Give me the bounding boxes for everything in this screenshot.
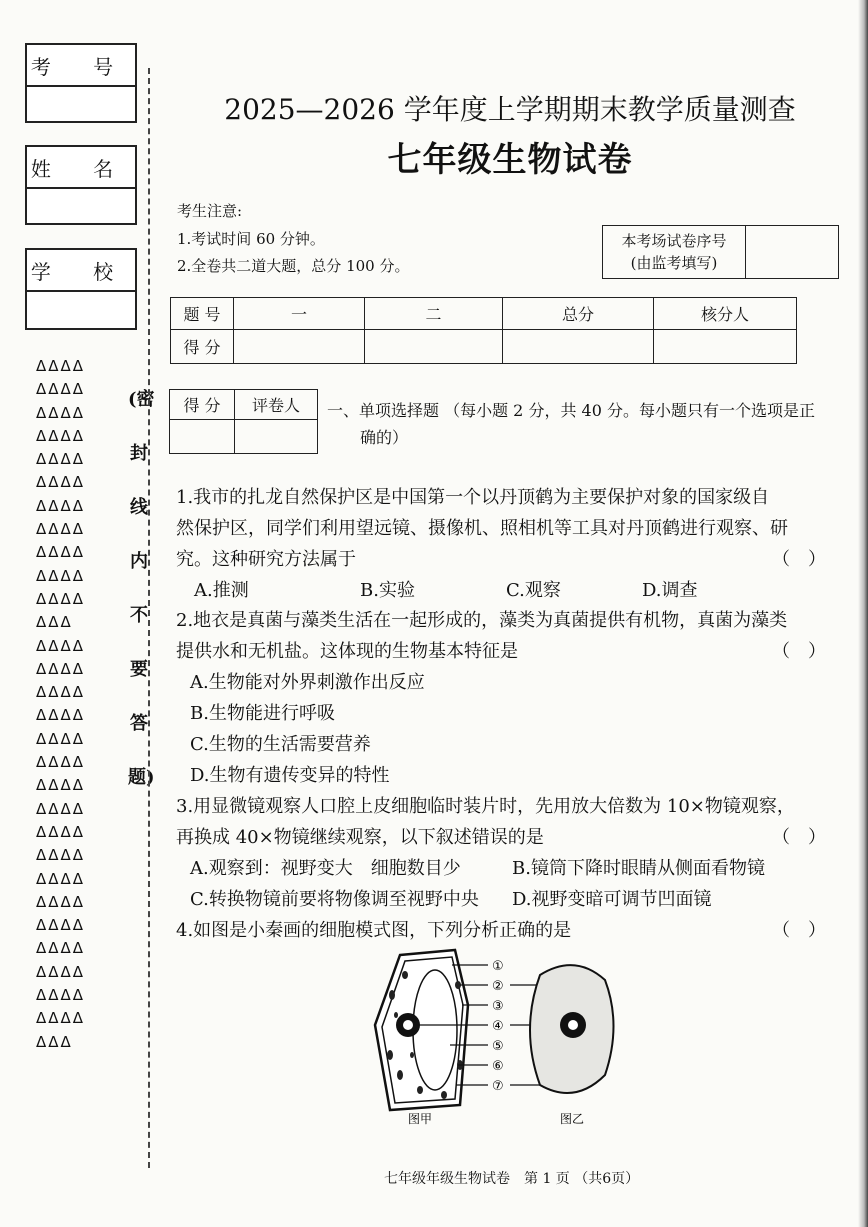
triangle-row: ΔΔΔΔ xyxy=(36,357,86,375)
q3-options-row2 xyxy=(176,884,826,915)
section1-score-field[interactable] xyxy=(170,420,235,454)
label-3: ③ xyxy=(492,999,504,1014)
question-4 xyxy=(176,915,826,946)
notice-item-1: 1.考试时间 60 分钟。 xyxy=(177,230,325,248)
section1-grader-label: 评卷人 xyxy=(235,390,318,420)
score-header-1: 一 xyxy=(234,298,365,330)
seat-number-label xyxy=(603,226,746,279)
triangle-row: ΔΔΔΔ xyxy=(36,776,86,795)
q1-answer-paren[interactable]: （ ） xyxy=(772,549,826,570)
section1-grader-box xyxy=(169,389,318,454)
q3-option-b: B.镜筒下降时眼睛从侧面看物镜 xyxy=(512,858,765,879)
triangle-row: ΔΔΔΔ xyxy=(36,473,86,492)
label-5: ⑤ xyxy=(492,1039,504,1054)
q3-answer-paren[interactable]: （ ） xyxy=(772,827,826,848)
triangle-row: ΔΔΔΔ xyxy=(36,892,86,911)
label-4: ④ xyxy=(492,1019,504,1034)
section1-score-label: 得 分 xyxy=(170,390,235,420)
q2-option-c: C.生物的生活需要营养 xyxy=(190,734,371,755)
seal-dashed-line xyxy=(148,68,150,1168)
score-header-total: 总分 xyxy=(503,298,654,330)
page-footer: 七年级年级生物试卷 第 1 页 （共6页） xyxy=(384,1171,640,1187)
triangle-row: ΔΔΔΔ xyxy=(36,986,86,1005)
triangle-row: ΔΔΔ xyxy=(36,1032,73,1051)
triangle-row: ΔΔΔ xyxy=(36,613,73,632)
plant-cell-figure xyxy=(375,950,468,1110)
triangle-row: ΔΔΔΔ xyxy=(36,962,86,981)
score-cell-total[interactable] xyxy=(503,330,654,364)
triangle-row: ΔΔΔΔ xyxy=(36,380,86,399)
triangle-row: ΔΔΔΔ xyxy=(36,496,86,515)
triangle-row: ΔΔΔΔ xyxy=(36,426,86,445)
q2-line2: 提供水和无机盐。这体现的生物基本特征是 xyxy=(176,641,518,662)
seat-label-line2: (由监考填写) xyxy=(630,254,718,272)
seat-number-field[interactable] xyxy=(746,226,839,279)
triangle-row: ΔΔΔΔ xyxy=(36,916,86,935)
triangle-row: ΔΔΔΔ xyxy=(36,520,86,539)
section1-grader-field[interactable] xyxy=(235,420,318,454)
section1-title-cont: 确的） xyxy=(360,428,409,447)
label-2: ② xyxy=(492,979,504,994)
score-table xyxy=(170,297,797,364)
q1-line3-row xyxy=(176,544,826,575)
seal-char: 答 xyxy=(130,713,148,734)
q1-option-a: A.推测 xyxy=(194,580,249,601)
caption-figure-a: 图甲 xyxy=(408,1112,433,1126)
score-cell-1[interactable] xyxy=(234,330,365,364)
q1-line2: 然保护区，同学们利用望远镜、摄像机、照相机等工具对丹顶鹤进行观察、研 xyxy=(176,518,788,539)
triangle-row: ΔΔΔΔ xyxy=(36,543,86,562)
exam-subject-title: 七年级生物试卷 xyxy=(387,140,633,180)
seal-char: 题) xyxy=(128,767,155,788)
q3-option-c: C.转换物镜前要将物像调至视野中央 xyxy=(190,889,479,910)
seal-char: 封 xyxy=(130,443,148,464)
score-cell-2[interactable] xyxy=(365,330,503,364)
triangle-row: ΔΔΔΔ xyxy=(36,939,86,958)
q3-options-row1 xyxy=(176,853,826,884)
seal-char: 要 xyxy=(130,659,148,680)
notice-title: 考生注意: xyxy=(177,202,243,220)
q2-option-b: B.生物能进行呼吸 xyxy=(190,703,335,724)
q3-line2: 再换成 40×物镜继续观察，以下叙述错误的是 xyxy=(176,827,544,848)
score-header-checker: 核分人 xyxy=(654,298,797,330)
triangle-row: ΔΔΔΔ xyxy=(36,636,86,655)
section1-title: 一、单项选择题 （每小题 2 分，共 40 分。每小题只有一个选项是正 xyxy=(327,401,815,420)
caption-figure-b: 图乙 xyxy=(560,1112,585,1126)
seal-char: (密 xyxy=(128,389,155,410)
part-labels xyxy=(492,959,504,1094)
q4-line1-row xyxy=(176,915,826,946)
seal-char: 内 xyxy=(130,551,148,572)
triangle-row: ΔΔΔΔ xyxy=(36,822,86,841)
q3-line1: 3.用显微镜观察人口腔上皮细胞临时装片时，先用放大倍数为 10×物镜观察， xyxy=(176,796,795,817)
seal-char: 不 xyxy=(130,605,148,626)
name-label: 姓 名 xyxy=(27,147,135,189)
q2-option-d: D.生物有遗传变异的特性 xyxy=(190,765,390,786)
label-7: ⑦ xyxy=(492,1079,504,1094)
q1-options xyxy=(176,575,826,606)
question-2 xyxy=(176,605,826,791)
seat-label-line1: 本考场试卷序号 xyxy=(621,232,727,250)
exam-number-label: 考 号 xyxy=(27,45,135,87)
question-1 xyxy=(176,482,826,606)
seal-line-text xyxy=(128,385,155,789)
question-3 xyxy=(176,791,826,915)
scan-edge xyxy=(858,0,868,1227)
triangle-row: ΔΔΔΔ xyxy=(36,799,86,818)
cell-diagram xyxy=(360,945,620,1130)
q1-line3: 究。这种研究方法属于 xyxy=(176,549,356,570)
school-label: 学 校 xyxy=(27,250,135,292)
triangle-row: ΔΔΔΔ xyxy=(36,659,86,678)
triangle-row: ΔΔΔΔ xyxy=(36,846,86,865)
score-row-label: 得 分 xyxy=(171,330,234,364)
q1-option-d: D.调查 xyxy=(642,580,698,601)
school-box xyxy=(25,248,137,330)
q3-line2-row xyxy=(176,822,826,853)
label-1: ① xyxy=(492,959,504,974)
triangle-row: ΔΔΔΔ xyxy=(36,589,86,608)
q3-option-a: A.观察到：视野变大 细胞数目少 xyxy=(190,858,461,879)
exam-title: 2025—2026 学年度上学期期末教学质量测查 xyxy=(224,93,796,126)
name-box xyxy=(25,145,137,225)
q2-option-a: A.生物能对外界刺激作出反应 xyxy=(190,672,425,693)
q1-line1: 1.我市的扎龙自然保护区是中国第一个以丹顶鹤为主要保护对象的国家级自 xyxy=(176,487,770,508)
animal-cell-figure xyxy=(530,965,614,1093)
triangle-row: ΔΔΔΔ xyxy=(36,683,86,702)
score-header-tihao: 题 号 xyxy=(171,298,234,330)
q2-line2-row xyxy=(176,636,826,667)
exam-number-box xyxy=(25,43,137,123)
q3-option-d: D.视野变暗可调节凹面镜 xyxy=(512,889,712,910)
triangle-row: ΔΔΔΔ xyxy=(36,729,86,748)
triangle-pattern xyxy=(36,355,116,1054)
q4-answer-paren[interactable]: （ ） xyxy=(772,920,826,941)
score-header-2: 二 xyxy=(365,298,503,330)
triangle-row: ΔΔΔΔ xyxy=(36,869,86,888)
q1-option-c: C.观察 xyxy=(506,580,561,601)
label-6: ⑥ xyxy=(492,1059,504,1074)
q2-line1: 2.地衣是真菌与藻类生活在一起形成的，藻类为真菌提供有机物，真菌为藻类 xyxy=(176,610,788,631)
q2-answer-paren[interactable]: （ ） xyxy=(772,641,826,662)
q4-line1: 4.如图是小秦画的细胞模式图，下列分析正确的是 xyxy=(176,920,572,941)
score-cell-checker[interactable] xyxy=(654,330,797,364)
seal-char: 线 xyxy=(130,497,148,518)
triangle-row: ΔΔΔΔ xyxy=(36,450,86,469)
triangle-row: ΔΔΔΔ xyxy=(36,1009,86,1028)
triangle-row: ΔΔΔΔ xyxy=(36,706,86,725)
q1-option-b: B.实验 xyxy=(360,580,415,601)
triangle-row: ΔΔΔΔ xyxy=(36,566,86,585)
triangle-row: ΔΔΔΔ xyxy=(36,753,86,772)
seat-number-box xyxy=(602,225,839,279)
triangle-row: ΔΔΔΔ xyxy=(36,403,86,422)
notice-item-2: 2.全卷共二道大题，总分 100 分。 xyxy=(177,257,410,275)
